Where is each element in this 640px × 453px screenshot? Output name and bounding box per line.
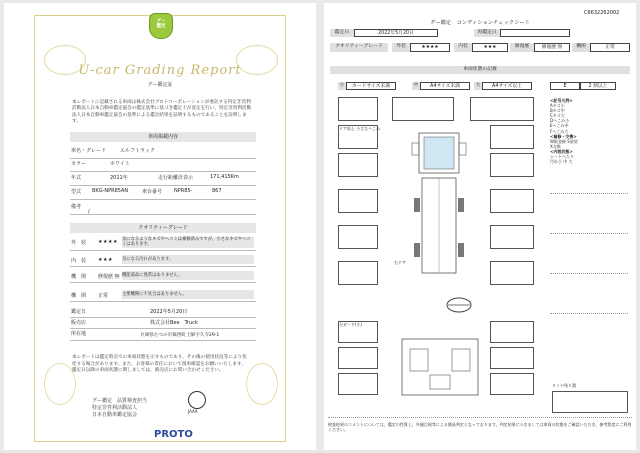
date-label: 鑑定日 (330, 29, 354, 37)
comment-box-right-3 (490, 189, 534, 213)
model-label: 車名・グレード (71, 148, 107, 154)
legend-small-desc: カードサイズ未満 (346, 82, 396, 90)
legend-mid-desc: A4サイズ未満 (420, 82, 470, 90)
legend-mid-label: 中 (413, 83, 419, 88)
comment-box-left-2 (338, 153, 378, 177)
vehicle-section-header: 車両掲載内容 (70, 132, 256, 142)
legend-line: Eへこみ中 (550, 123, 569, 129)
repair-label: 修復歴 (510, 43, 534, 52)
type-label: 型式 (71, 189, 82, 195)
steering-wheel-icon (444, 295, 474, 315)
year-label: 年式 (71, 175, 82, 181)
address-label: 所在地 (71, 331, 87, 337)
legend-large-desc: A4サイズ以上 (482, 82, 532, 90)
chassis-value: NPR85- (174, 188, 193, 194)
mech-label: 機関 (572, 43, 590, 52)
date-label: 鑑定日 (71, 309, 87, 315)
exterior-label: 外 装 (71, 240, 87, 246)
legend-small-label: 小 (339, 83, 345, 88)
jaaa-label: JAAA (188, 409, 198, 414)
comment-box-right-2 (490, 153, 534, 177)
type-value: BKG-NPR85AN (92, 188, 129, 194)
dealer-value: 株式会社Bee Truck (150, 320, 198, 326)
interior-label: 内 装 (71, 258, 87, 264)
exterior-stars: ★★★★ (410, 43, 450, 52)
annotation-side: 右ドア (394, 260, 406, 265)
jaaa-seal-icon (188, 391, 206, 409)
divider (550, 273, 628, 274)
mech-value: 正常 (590, 43, 630, 52)
comment-box-interior-right-1 (490, 321, 534, 343)
chassis-label: 車台番号 (142, 189, 163, 195)
interior-stars: ★★★ (98, 257, 113, 263)
interior-label: 内装 (454, 43, 472, 52)
mechanical-row (70, 270, 256, 283)
address-value: 兵庫県たつの市揖西町土師字久寺29-1 (140, 333, 220, 338)
goo-badge-icon (149, 13, 173, 39)
date-value: 2022年5月20日 (150, 309, 188, 315)
year-row (70, 174, 256, 186)
footer-text: 本レポートは鑑定時点での車両状態を示すものであり、その後の使用状況等により変化する場合があります。また、お客様の責任において現車確認をお願いいたします。鑑定日以降の車両状態に関しましては、販売店にお問い合わせください。 (72, 355, 247, 373)
interior-diagram (396, 333, 484, 403)
condition-check-sheet (324, 3, 636, 450)
remarks-row (70, 203, 256, 215)
organization-line-3: 日本自動車鑑定協会 (92, 412, 138, 418)
date-row (70, 308, 256, 318)
dealer-row (70, 319, 256, 329)
dealer-label: 販売店 (71, 320, 87, 326)
sticker-cell: 2 割以上 (580, 82, 616, 90)
grade-label: クオリティーグレード (330, 43, 388, 52)
annotation-door: ドア前上 小さなへこみ (339, 126, 381, 131)
comment-box-left-4 (338, 225, 378, 249)
organization-line-1: グー鑑定 品質検査担当 (92, 398, 148, 404)
legend-line: Fへこみ大 (550, 128, 569, 134)
address-row (70, 330, 256, 341)
truck-top-diagram (394, 123, 484, 283)
comment-box-left-3 (338, 189, 378, 213)
serial-number: C6632262002 (584, 10, 620, 16)
exterior-row (70, 236, 256, 251)
type-row (70, 188, 256, 200)
color-value: ホワイト (110, 161, 130, 167)
legend-line: Dへこみ小 (550, 118, 570, 124)
mechanical-value: 修復歴 無 (98, 274, 120, 280)
repair-value: 修復歴 無 (534, 43, 570, 52)
legend-line: 汚れ小 中 大 (550, 159, 573, 165)
model-value: エルフトラック (120, 148, 155, 154)
exterior-stars: ★★★★ (98, 239, 118, 245)
year-value: 2011年 (110, 175, 128, 181)
interior-comment: 気になる汚れがあります。 (122, 255, 254, 264)
legend-line: <内装状態> (550, 148, 573, 154)
vehicle-state-header: 車両状態の記載 (330, 66, 630, 74)
certificate-subtitle: グー鑑定証 (147, 82, 173, 88)
comment-box-left-5 (338, 261, 378, 285)
engine-row (70, 289, 256, 302)
color-label: カラー (71, 161, 87, 167)
legend-line: シートへたり (550, 154, 574, 160)
comment-box-interior-right-2 (490, 347, 534, 369)
quality-section-header: クオリティーグレード (70, 223, 256, 233)
interior-row (70, 254, 256, 267)
model-row (70, 147, 256, 159)
legend-e-cell: E (550, 82, 580, 90)
legend-line: <補修・交換> (550, 133, 577, 139)
footer-note: 検査結果のコメントについては、鑑定の性質上、外観目視等による簡易判定となっております。判定結果につきましては車両の状態をご確認いただき、参考程度にご利用ください。 (328, 422, 632, 432)
comment-box-interior-left-2 (338, 347, 378, 369)
badge-bottom-text: 鑑定 (156, 24, 166, 29)
engine-value: 正常 (98, 293, 109, 299)
comment-box-right-4 (490, 225, 534, 249)
legend-large-label: 大 (475, 83, 481, 88)
symbol-legend (550, 98, 578, 164)
comment-box-front-left (338, 97, 378, 121)
comment-box-interior-left-3 (338, 373, 378, 395)
reinspect-value (500, 29, 570, 37)
sheet-header: グー鑑定 コンディションチェックシート (430, 20, 530, 26)
remarks-label: 備考 (71, 204, 82, 210)
legend-line: Aキズ小 (550, 103, 565, 109)
organization-line-2: 特定非営利活動法人 (92, 405, 138, 411)
divider (550, 313, 628, 314)
engine-comment: 主要機関に不具合はありません。 (122, 290, 254, 299)
legend-line: Cキズ大 (550, 113, 565, 119)
mileage-label: 走行距離計表示 (158, 175, 194, 181)
grading-certificate (4, 3, 316, 450)
comment-box-right-5 (490, 261, 534, 285)
color-row (70, 160, 256, 172)
comment-box-front-center-left (392, 97, 454, 121)
interior-stars: ★★★ (472, 43, 508, 52)
chassis-suffix: 867 (212, 188, 222, 194)
engine-label: 機 関 (71, 293, 87, 299)
ribbon-ornament-bottom-right (246, 363, 278, 405)
badge-top-text: グー (156, 19, 166, 24)
divider (328, 417, 632, 418)
exterior-comment: 気になるようなキズやヘコミは補修済みですが、小さなキズやヘコミはあります。 (122, 237, 254, 248)
comment-box-interior-right-3 (490, 373, 534, 395)
organization-block (92, 398, 147, 419)
tire-label: タイヤ残り溝 (552, 383, 576, 388)
comment-box-right-1 (490, 125, 534, 149)
exterior-label: 外装 (392, 43, 410, 52)
divider (550, 233, 628, 234)
tire-box (552, 391, 628, 413)
mechanical-label: 機 関 (71, 274, 87, 280)
proto-logo: PROTO (154, 429, 193, 440)
remarks-value: / (88, 209, 90, 215)
mileage-value: 171,415Km (210, 174, 239, 180)
divider (550, 193, 628, 194)
comment-box-front-center-right (470, 97, 534, 121)
annotation-bumper: 左ガード(小) (339, 322, 363, 327)
certificate-title: U-car Grading Report (78, 63, 242, 78)
date-value: 2022年5月20日 (354, 29, 438, 37)
legend-line: Bキズ中 (550, 108, 565, 114)
legend-line: X交換 (550, 143, 561, 149)
legend-line: W板金跡 S塗装 (550, 138, 578, 144)
mechanical-comment: 機能部品に異常はありません。 (122, 271, 254, 280)
intro-text: 本レポートに記載される車両は株式会社プロトコーポレーションが委託する特定非営利活動法人日本自動車鑑定協会の鑑定基準に基づき鑑定士が査定を行い、特定非営利活動法人日本自動車鑑定協会の基準による鑑定結果を証明するものであることを証明します。 (72, 100, 252, 124)
legend-title: <記号凡例> (550, 98, 573, 103)
reinspect-label: 再鑑定日 (474, 29, 500, 37)
